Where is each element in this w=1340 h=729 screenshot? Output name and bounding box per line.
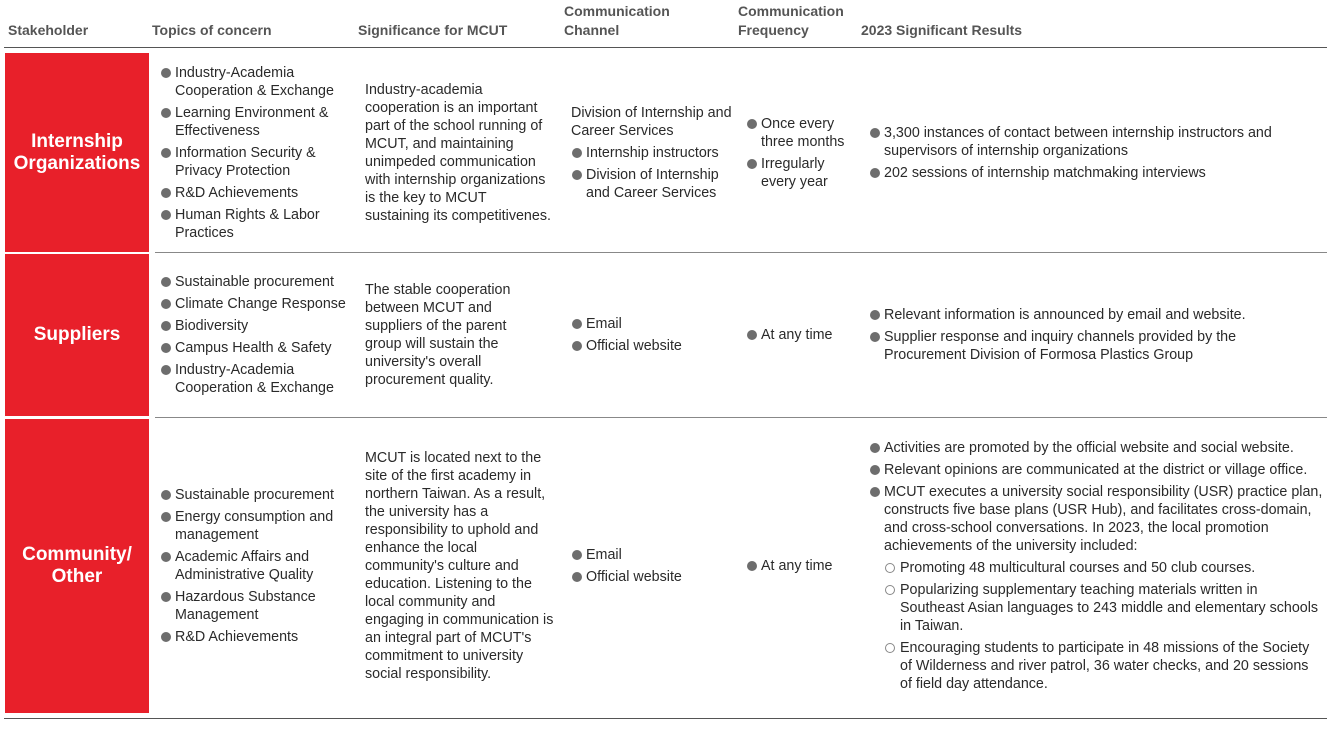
result-item: Activities are promoted by the official website and social website. — [869, 439, 1324, 457]
frequency-item: Irregularly every year — [746, 155, 854, 191]
channel-item: Official website — [571, 337, 736, 355]
significance-cell — [365, 254, 535, 416]
result-item: 202 sessions of internship matchmaking interviews — [869, 164, 1324, 182]
result-item: Relevant opinions are communicated at the district or village office. — [869, 461, 1324, 479]
result-item: 3,300 instances of contact between internship instructors and supervisors of internship organizations — [869, 124, 1324, 160]
header-channel — [564, 2, 670, 40]
frequency-cell — [746, 419, 854, 713]
channel-text: Division of Internship and Career Services — [571, 104, 732, 139]
topic-item: Human Rights & Labor Practices — [160, 206, 350, 242]
channel-item: Email — [571, 546, 736, 564]
topic-item: R&D Achievements — [160, 628, 350, 646]
stakeholder-label-line2: Other — [51, 566, 103, 587]
significance-cell — [365, 419, 555, 713]
topic-item: Industry-Academia Cooperation & Exchange — [160, 361, 350, 397]
results-cell — [869, 419, 1324, 713]
header-stakeholder: Stakeholder — [8, 22, 89, 38]
stakeholder-label-line1: Internship — [31, 130, 123, 152]
header-channel-line1: Communication — [564, 3, 670, 19]
table-bottom-rule — [4, 718, 1327, 719]
channel-cell — [571, 254, 736, 416]
significance-text: MCUT is located next to the site of the first academy in northern Taiwan. As a result, the university has a responsibility to uphold and enhance the local community's culture and education. Listening to the local community and engaging in communication is an integral part of MCUT's commitment to university social responsibility. — [365, 450, 554, 682]
frequency-item: At any time — [746, 326, 854, 344]
sub-result-item: Encouraging students to participate in 48 missions of the Society of Wilderness and river patrol, 36 water checks, and 20 sessions of field day attendance. — [869, 639, 1324, 693]
topic-item: Energy consumption and management — [160, 508, 350, 544]
result-item: Supplier response and inquiry channels provided by the Procurement Division of Formosa Plastics Group — [869, 328, 1309, 364]
channel-item: Internship instructors — [571, 144, 736, 162]
topic-item: Sustainable procurement — [160, 273, 350, 291]
stakeholder-label-line1: Community/ — [22, 544, 132, 565]
topics-cell — [160, 53, 350, 252]
topic-item: Sustainable procurement — [160, 486, 350, 504]
channel-cell — [571, 53, 736, 252]
header-channel-line2: Channel — [564, 22, 620, 38]
header-frequency-line2: Frequency — [738, 22, 809, 38]
results-cell — [869, 254, 1309, 416]
results-cell — [869, 53, 1324, 252]
topic-item: Climate Change Response — [160, 295, 350, 313]
frequency-item: Once every three months — [746, 115, 854, 151]
table-row-suppliers — [0, 254, 1340, 416]
header-topics: Topics of concern — [152, 22, 272, 38]
topic-item: Learning Environment & Effectiveness — [160, 104, 350, 140]
significance-cell — [365, 53, 553, 252]
table-header — [0, 0, 1340, 48]
channel-item: Division of Internship and Career Services — [571, 166, 736, 202]
row-divider — [155, 417, 1327, 418]
stakeholder-cell — [5, 53, 149, 252]
channel-item: Official website — [571, 568, 736, 586]
sub-result-item: Popularizing supplementary teaching materials written in Southeast Asian languages to 243 middle and elementary schools in Taiwan. — [869, 581, 1324, 635]
channel-item: Email — [571, 315, 736, 333]
stakeholder-cell — [5, 254, 149, 416]
table-row-internship — [0, 53, 1340, 252]
stakeholder-label-line2: Organizations — [13, 152, 141, 174]
topic-item: Information Security & Privacy Protection — [160, 144, 350, 180]
topic-item: Biodiversity — [160, 317, 350, 335]
stakeholder-label: Suppliers — [33, 324, 121, 345]
topics-cell — [160, 254, 350, 416]
frequency-item: At any time — [746, 557, 854, 575]
header-divider — [4, 47, 1327, 48]
row-divider — [155, 252, 1327, 253]
topic-item: R&D Achievements — [160, 184, 350, 202]
topic-item: Academic Affairs and Administrative Quality — [160, 548, 350, 584]
sub-result-item: Promoting 48 multicultural courses and 50 club courses. — [869, 559, 1324, 577]
significance-text: The stable cooperation between MCUT and suppliers of the parent group will sustain the university's overall procurement quality. — [365, 282, 511, 388]
frequency-cell — [746, 53, 854, 252]
stakeholder-cell — [5, 419, 149, 713]
header-results: 2023 Significant Results — [861, 22, 1023, 38]
frequency-cell — [746, 254, 854, 416]
header-significance: Significance for MCUT — [358, 22, 508, 38]
result-item: MCUT executes a university social responsibility (USR) practice plan, constructs five base plans (USR Hub), and facilitates cross-domain, and cross-school conversations. In 2023, the local promotion achievements of the university included: — [869, 483, 1324, 555]
significance-text: Industry-academia cooperation is an important part of the school running of MCUT, and maintaining unimpeded communication with internship organizations is the key to MCUT sustaining its competitivenes. — [365, 81, 551, 224]
topic-item: Industry-Academia Cooperation & Exchange — [160, 64, 350, 100]
table-row-community — [0, 419, 1340, 713]
header-frequency-line1: Communication — [738, 3, 844, 19]
topics-cell — [160, 419, 350, 713]
topic-item: Campus Health & Safety — [160, 339, 350, 357]
result-item: Relevant information is announced by email and website. — [869, 306, 1309, 324]
channel-cell — [571, 419, 736, 713]
header-frequency — [738, 2, 844, 40]
topic-item: Hazardous Substance Management — [160, 588, 350, 624]
